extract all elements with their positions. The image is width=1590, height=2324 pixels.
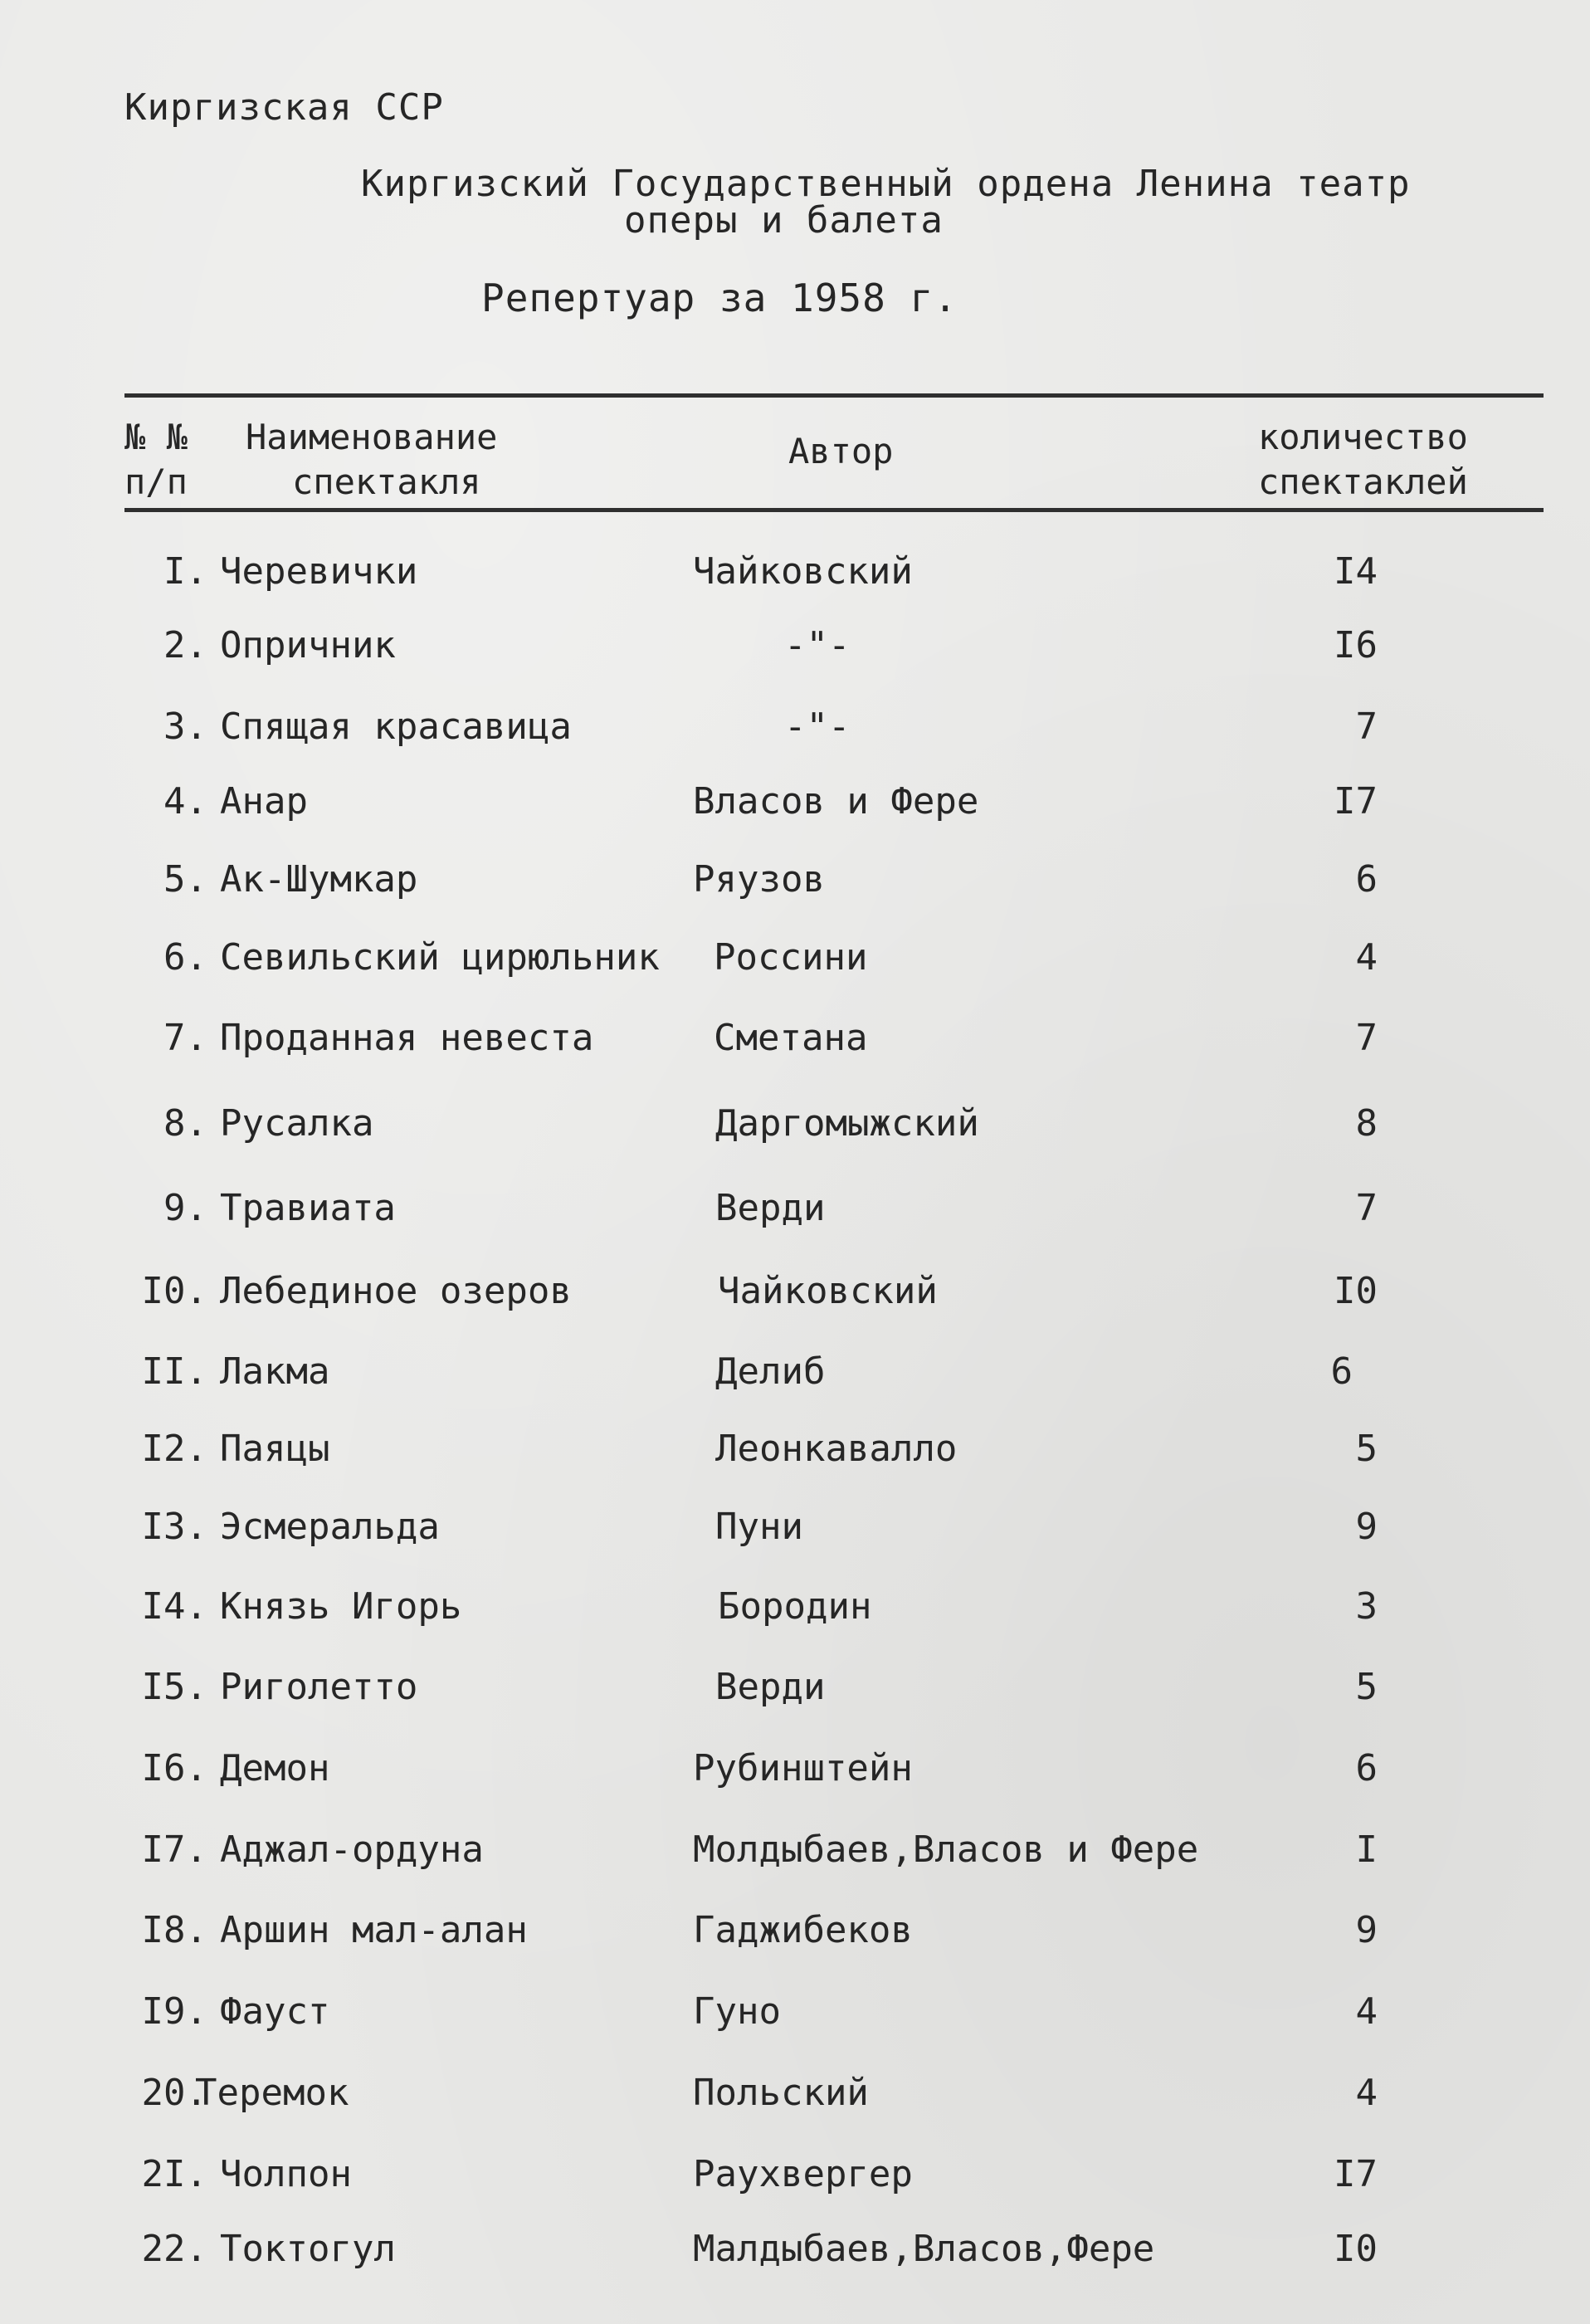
row-title: Травиата bbox=[220, 1187, 396, 1229]
row-number: 9. bbox=[163, 1187, 207, 1229]
row-title: Спящая красавица bbox=[220, 706, 572, 748]
row-count: I bbox=[1355, 1828, 1378, 1871]
table-row bbox=[0, 858, 1590, 908]
table-row bbox=[0, 1828, 1590, 1878]
row-count: I7 bbox=[1334, 2153, 1378, 2195]
row-author: Даргомыжский bbox=[715, 1102, 979, 1145]
row-author: Россини bbox=[714, 936, 868, 979]
table-row bbox=[0, 624, 1590, 674]
row-title: Севильский цирюльник bbox=[220, 936, 660, 979]
row-author: Делиб bbox=[715, 1350, 826, 1393]
row-author: Ряузов bbox=[693, 858, 825, 901]
row-count: 6 bbox=[1330, 1350, 1353, 1393]
row-count: 5 bbox=[1355, 1666, 1378, 1708]
table-row bbox=[0, 936, 1590, 986]
row-number: I7. bbox=[141, 1828, 207, 1871]
row-number: I3. bbox=[141, 1506, 207, 1548]
row-title: Лакма bbox=[220, 1350, 330, 1393]
header-author: Автор bbox=[788, 431, 894, 471]
row-title: Эсмеральда bbox=[220, 1506, 440, 1548]
table-header-rule bbox=[124, 508, 1544, 512]
row-number: 7. bbox=[163, 1017, 207, 1059]
row-title: Токтогул bbox=[220, 2228, 396, 2270]
row-author: Бородин bbox=[718, 1585, 872, 1628]
row-title: Теремок bbox=[195, 2072, 349, 2114]
table-row bbox=[0, 1187, 1590, 1237]
row-author: Молдыбаев,Власов и Фере bbox=[693, 1828, 1199, 1871]
row-count: 7 bbox=[1355, 1187, 1378, 1229]
row-author: Верди bbox=[715, 1666, 826, 1708]
row-author: -"- bbox=[784, 706, 851, 748]
row-title: Риголетто bbox=[220, 1666, 418, 1708]
row-author: Раухвергер bbox=[693, 2153, 913, 2195]
table-row bbox=[0, 1270, 1590, 1320]
row-number: I0. bbox=[141, 1270, 207, 1312]
organization-line-2: оперы и балета bbox=[624, 199, 944, 242]
header-number: № № п/п bbox=[124, 417, 188, 502]
row-count: I4 bbox=[1334, 550, 1378, 593]
row-number: 3. bbox=[163, 706, 207, 748]
row-number: 8. bbox=[163, 1102, 207, 1145]
row-count: 8 bbox=[1355, 1102, 1378, 1145]
row-author: Польский bbox=[693, 2072, 869, 2114]
row-title: Лебединое озеров bbox=[220, 1270, 572, 1312]
row-count: 7 bbox=[1355, 1017, 1378, 1059]
row-number: 2I. bbox=[141, 2153, 207, 2195]
table-top-rule bbox=[124, 393, 1544, 398]
row-title: Аршин мал-алан bbox=[220, 1909, 528, 1951]
row-title: Опричник bbox=[220, 624, 396, 666]
table-row bbox=[0, 1017, 1590, 1067]
row-count: 9 bbox=[1355, 1909, 1378, 1951]
row-author: Сметана bbox=[714, 1017, 868, 1059]
header-count: количество спектаклей bbox=[1258, 417, 1468, 502]
row-title: Ак-Шумкар bbox=[220, 858, 418, 901]
row-title: Проданная невеста bbox=[220, 1017, 594, 1059]
row-count: 6 bbox=[1355, 858, 1378, 901]
row-count: 7 bbox=[1355, 706, 1378, 748]
row-author: Рубинштейн bbox=[693, 1747, 913, 1789]
table-row bbox=[0, 1990, 1590, 2040]
row-count: 9 bbox=[1355, 1506, 1378, 1548]
row-title: Аджал-ордуна bbox=[220, 1828, 484, 1871]
row-number: 22. bbox=[141, 2228, 207, 2270]
table-row bbox=[0, 1909, 1590, 1959]
row-number: 4. bbox=[163, 780, 207, 823]
organization-line-1: Киргизский Государственный ордена Ленина театр bbox=[361, 163, 1411, 205]
row-count: I0 bbox=[1334, 2228, 1378, 2270]
row-count: I6 bbox=[1334, 624, 1378, 666]
row-author: Чайковский bbox=[718, 1270, 938, 1312]
row-title: Фауст bbox=[220, 1990, 330, 2033]
row-number: 5. bbox=[163, 858, 207, 901]
table-row bbox=[0, 2228, 1590, 2278]
row-count: 4 bbox=[1355, 2072, 1378, 2114]
row-number: II. bbox=[141, 1350, 207, 1393]
row-count: 4 bbox=[1355, 1990, 1378, 2033]
row-number: I4. bbox=[141, 1585, 207, 1628]
table-row bbox=[0, 1350, 1590, 1400]
row-count: 4 bbox=[1355, 936, 1378, 979]
row-title: Анар bbox=[220, 780, 308, 823]
row-number: I6. bbox=[141, 1747, 207, 1789]
row-title: Черевички bbox=[220, 550, 418, 593]
row-count: I0 bbox=[1334, 1270, 1378, 1312]
row-author: Власов и Фере bbox=[693, 780, 979, 823]
row-author: Верди bbox=[715, 1187, 826, 1229]
row-author: Леонкавалло bbox=[715, 1428, 958, 1470]
table-row bbox=[0, 1747, 1590, 1797]
row-number: I9. bbox=[141, 1990, 207, 2033]
row-number: I. bbox=[163, 550, 207, 593]
row-title: Чолпон bbox=[220, 2153, 352, 2195]
row-count: 6 bbox=[1355, 1747, 1378, 1789]
row-count: I7 bbox=[1334, 780, 1378, 823]
row-author: Гаджибеков bbox=[693, 1909, 913, 1951]
table-row bbox=[0, 1506, 1590, 1555]
row-author: -"- bbox=[784, 624, 851, 666]
row-title: Русалка bbox=[220, 1102, 374, 1145]
row-number: I5. bbox=[141, 1666, 207, 1708]
table-row bbox=[0, 1666, 1590, 1716]
table-row bbox=[0, 550, 1590, 600]
table-row bbox=[0, 1585, 1590, 1635]
row-author: Малдыбаев,Власов,Фере bbox=[693, 2228, 1155, 2270]
row-title: Демон bbox=[220, 1747, 330, 1789]
row-count: 5 bbox=[1355, 1428, 1378, 1470]
row-number: 2. bbox=[163, 624, 207, 666]
row-number: 6. bbox=[163, 936, 207, 979]
table-row bbox=[0, 706, 1590, 755]
row-title: Паяцы bbox=[220, 1428, 330, 1470]
table-row bbox=[0, 2072, 1590, 2121]
table-row bbox=[0, 1102, 1590, 1152]
row-title: Князь Игорь bbox=[220, 1585, 462, 1628]
row-author: Чайковский bbox=[693, 550, 913, 593]
region-heading: Киргизская ССР bbox=[124, 86, 444, 129]
table-row bbox=[0, 2153, 1590, 2203]
table-row bbox=[0, 780, 1590, 830]
table-row bbox=[0, 1428, 1590, 1477]
row-number: 20. bbox=[141, 2072, 207, 2114]
row-author: Гуно bbox=[693, 1990, 781, 2033]
row-number: I8. bbox=[141, 1909, 207, 1951]
row-number: I2. bbox=[141, 1428, 207, 1470]
row-author: Пуни bbox=[715, 1506, 803, 1548]
document-title: Репертуар за 1958 г. bbox=[481, 276, 958, 320]
row-count: 3 bbox=[1355, 1585, 1378, 1628]
header-title: Наименование спектакля bbox=[246, 417, 498, 502]
